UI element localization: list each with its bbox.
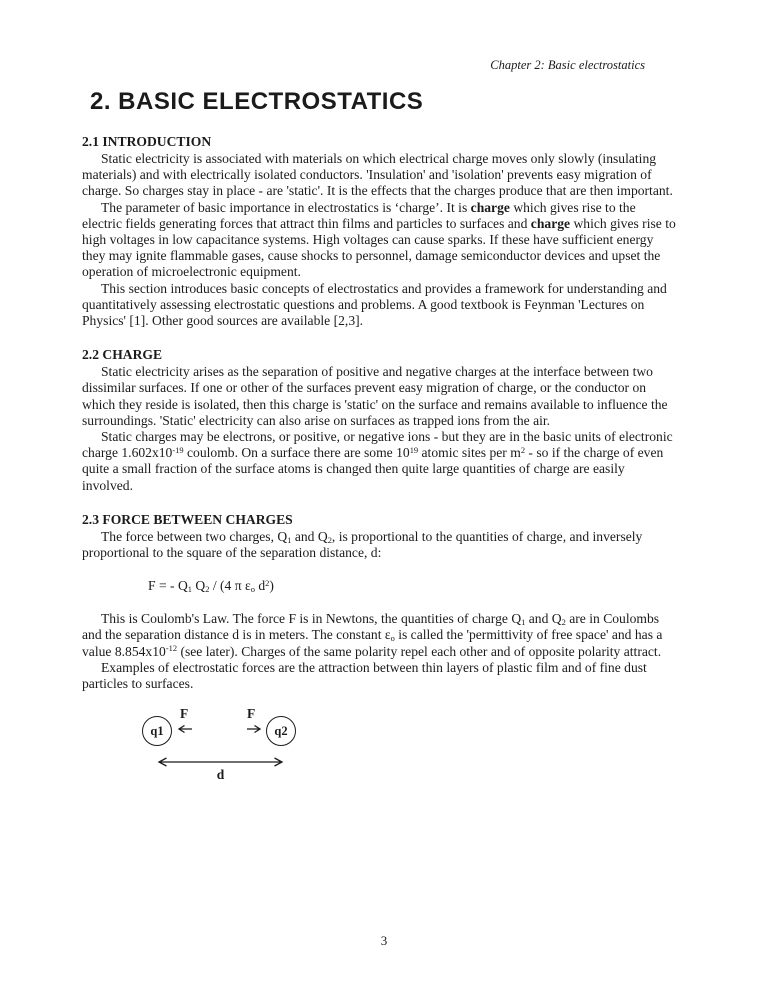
section-introduction bbox=[82, 133, 677, 329]
chapter-title: 2. BASIC ELECTROSTATICS bbox=[90, 88, 424, 115]
paragraph: This section introduces basic concepts of electrostatics and provides a framework for understanding and quantitatively assessing electrostatic questions and problems. A good textbook is Feynman 'Lectures on Physics' [1]. Other good sources are available [2,3]. bbox=[82, 280, 667, 329]
force-label-right: F bbox=[247, 706, 256, 722]
section-heading-charge: 2.2 CHARGE bbox=[82, 347, 163, 363]
section-heading-force-between-charges: 2.3 FORCE BETWEEN CHARGES bbox=[82, 511, 293, 527]
charge-q2-circle: q2 bbox=[266, 716, 296, 746]
coulomb-law-formula: F = - $Q_1$ $Q_2 / (4$ π $\varepsilon_o$ $d^2$) bbox=[148, 577, 274, 594]
running-header: Chapter 2: Basic electrostatics bbox=[490, 58, 645, 72]
section-force-between-charges bbox=[82, 511, 677, 692]
page-number: 3 bbox=[380, 933, 388, 948]
paragraph: Static charges may be electrons, or positive, or negative ions - but they are in the basic units of electronic charge $1.602x10^{-19}$ coulomb. On a surface there are some $10^{19}$ atomic sites per $m^2$ - so if the charge of even quite a small fraction of the surface atoms is changed then quite large quantities of charge are easily involved. bbox=[82, 429, 673, 493]
charge-q1-circle: q1 bbox=[142, 716, 172, 746]
section-heading-introduction: 2.1 INTRODUCTION bbox=[82, 134, 212, 149]
force-label-left: F bbox=[180, 706, 189, 722]
paragraph: The force between two charges, $Q_1$ and $Q_2$, is proportional to the quantities of charge, and inversely proportional to the square of the separation distance, d: bbox=[82, 528, 643, 561]
force-arrow-right-icon bbox=[246, 724, 262, 734]
section-charge bbox=[82, 346, 677, 494]
paragraph: Examples of electrostatic forces are the attraction between thin layers of plastic film and of fine dust particles to surfaces. bbox=[82, 659, 647, 692]
paragraph: The parameter of basic importance in electrostatics is ‘charge’. It is charge which gives rise to the electric fields generating forces that attract thin films and particles to surfaces and charge which gives rise to high voltages in low capacitance systems. High voltages can cause sparks. If these have sufficient energy they may ignite flammable gases, cause shocks to personnel, damage semiconductor devices and upset the operation of microelectronic equipment. bbox=[82, 199, 676, 280]
charges-force-diagram bbox=[142, 708, 342, 788]
paragraph: Static electricity is associated with materials on which electrical charge moves only slowly (insulating materials) and with electrically isolated conductors. 'Insulation' and 'isolation' prevents easy migration of charge. So charges stay in place - are 'static'. It is the effects that the charges produce that are then important. bbox=[82, 151, 673, 199]
paragraph: Static electricity arises as the separation of positive and negative charges at the interface between two dissimilar surfaces. If one or other of the surfaces prevent easy migration of charge, or the conductor on which they reside is isolated, then this charge is 'static' on the surface and remains available to influence the surroundings. 'Static' electricity can also arise on surfaces as trapped ions from the air. bbox=[82, 364, 668, 428]
paragraph: This is Coulomb's Law. The force F is in Newtons, the quantities of charge $Q_1$ and $Q_2$ are in Coulombs and the separation distance d is in meters. The constant $\varepsilon_o$ is called the 'permittivity of free space' and has a value $8.854x10^{-12}$ (see later). Charges of the same polarity repel each other and of opposite polarity attract. bbox=[82, 611, 663, 659]
force-arrow-left-icon bbox=[177, 724, 193, 734]
distance-label: d bbox=[216, 767, 225, 783]
